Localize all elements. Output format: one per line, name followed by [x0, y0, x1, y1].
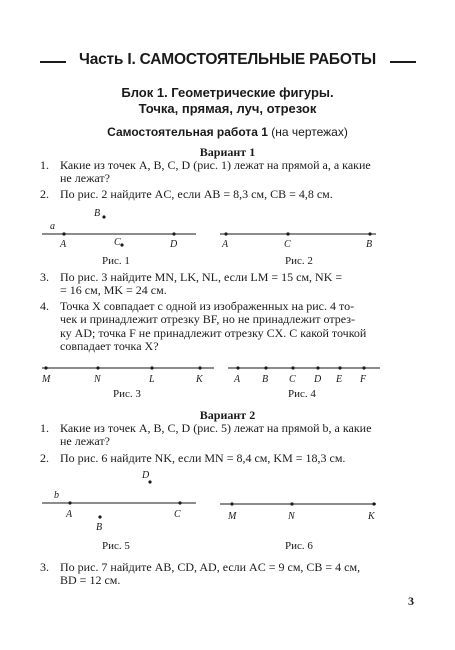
- label-C: C: [114, 237, 121, 248]
- task-number: 2.: [40, 451, 49, 465]
- label-b: b: [54, 490, 59, 501]
- label-N: N: [288, 511, 295, 522]
- variant2-title: Вариант 2: [199, 408, 256, 422]
- v1-task-1: [40, 159, 420, 187]
- label-A: A: [60, 239, 67, 250]
- label-F: F: [360, 374, 367, 385]
- fig1-caption: Рис. 1: [102, 255, 130, 267]
- fig3-caption: Рис. 3: [113, 388, 141, 400]
- label-A: A: [66, 509, 73, 520]
- point-B: [368, 232, 371, 235]
- label-L: L: [149, 374, 155, 385]
- task-text: совпадает точка X?: [60, 339, 159, 354]
- fig2-caption: Рис. 2: [285, 255, 313, 267]
- block-title-line1: Блок 1. Геометрические фигуры.: [121, 85, 334, 100]
- figure-1: [38, 207, 200, 251]
- figure-4: [226, 362, 386, 388]
- task-text: BD = 12 см.: [60, 573, 121, 588]
- label-E: E: [336, 374, 343, 385]
- label-C: C: [289, 374, 296, 385]
- point-E: [338, 366, 341, 369]
- task-text: ку AD; точка F не принадлежит отрезку CX. С какой точкой: [60, 325, 367, 340]
- task-number: 1.: [40, 421, 49, 435]
- point-A: [236, 366, 239, 369]
- right-dash: [390, 61, 416, 63]
- point-A: [68, 501, 71, 504]
- task-text: = 16 см, MK = 24 см.: [60, 283, 167, 298]
- v1-task-4: [40, 300, 420, 356]
- point-B: [98, 515, 101, 518]
- task-number: 1.: [40, 158, 49, 172]
- point-D: [172, 232, 175, 235]
- figure-5: [38, 468, 200, 538]
- task-number: 4.: [40, 299, 49, 313]
- task-number: 2.: [40, 187, 49, 201]
- label-B: B: [366, 239, 373, 250]
- point-C: [291, 366, 294, 369]
- label-A: A: [234, 374, 241, 385]
- point-D: [148, 480, 151, 483]
- point-B: [102, 215, 105, 218]
- task-text: не лежат?: [60, 434, 110, 449]
- point-K: [372, 502, 375, 505]
- task-text: чек и принадлежит отрезку BF, но не принадлежит отрез-: [60, 312, 355, 327]
- label-A: A: [222, 239, 229, 250]
- point-M: [44, 366, 47, 369]
- task-text: Точка X совпадает с одной из изображенных на рис. 4 то-: [60, 299, 355, 313]
- variant1-title: Вариант 1: [199, 145, 256, 159]
- label-B: B: [96, 522, 103, 533]
- point-F: [362, 366, 365, 369]
- fig6-caption: Рис. 6: [285, 540, 313, 552]
- figure-6: [218, 496, 380, 524]
- label-D: D: [170, 239, 178, 250]
- label-a: a: [50, 221, 55, 232]
- fig4-caption: Рис. 4: [288, 388, 316, 400]
- point-C: [120, 243, 123, 246]
- task-number: 3.: [40, 270, 49, 284]
- task-text: По рис. 7 найдите AB, CD, AD, если AC = 9 см, CB = 4 см,: [60, 560, 361, 574]
- page-number: 3: [408, 594, 414, 608]
- point-C: [286, 232, 289, 235]
- figure-3: [38, 362, 220, 388]
- label-D: D: [142, 470, 150, 481]
- label-C: C: [284, 239, 291, 250]
- v2-task-1: [40, 422, 420, 450]
- v1-task-2: [40, 188, 420, 202]
- point-K: [198, 366, 201, 369]
- label-M: M: [42, 374, 51, 385]
- figure-2: [218, 222, 380, 250]
- fig5-caption: Рис. 5: [102, 540, 130, 552]
- v2-task-2: [40, 452, 420, 466]
- point-B: [264, 366, 267, 369]
- task-text: По рис. 3 найдите MN, LK, NL, если LM = 15 см, NK =: [60, 270, 343, 284]
- task-text: По рис. 6 найдите NK, если MN = 8,4 см, KM = 18,3 см.: [60, 451, 346, 465]
- point-A: [62, 232, 65, 235]
- task-number: 3.: [40, 560, 49, 574]
- label-D: D: [314, 374, 322, 385]
- part-title: Часть I. САМОСТОЯТЕЛЬНЫЕ РАБОТЫ: [79, 51, 376, 68]
- label-M: M: [228, 511, 237, 522]
- point-M: [230, 502, 233, 505]
- work-title-main: Самостоятельная работа 1: [107, 125, 268, 139]
- block-title-line2: Точка, прямая, луч, отрезок: [138, 101, 317, 116]
- point-C: [178, 501, 181, 504]
- label-B: B: [262, 374, 269, 385]
- task-text: Какие из точек A, B, C, D (рис. 5) лежат на прямой b, а какие: [60, 421, 372, 435]
- work-title-note: (на чертежах): [271, 125, 348, 139]
- v2-task-3: [40, 561, 420, 589]
- task-text: По рис. 2 найдите AC, если AB = 8,3 см, CB = 4,8 см.: [60, 187, 333, 201]
- task-text: не лежат?: [60, 171, 110, 186]
- label-K: K: [196, 374, 203, 385]
- label-C: C: [174, 509, 181, 520]
- point-L: [150, 366, 153, 369]
- task-text: Какие из точек A, B, C, D (рис. 1) лежат на прямой a, а какие: [60, 158, 371, 172]
- work-title: [0, 125, 455, 139]
- label-B: B: [94, 208, 101, 219]
- v1-task-3: [40, 271, 420, 299]
- point-N: [96, 366, 99, 369]
- point-A: [224, 232, 227, 235]
- label-N: N: [94, 374, 101, 385]
- point-N: [290, 502, 293, 505]
- point-D: [316, 366, 319, 369]
- label-K: K: [368, 511, 375, 522]
